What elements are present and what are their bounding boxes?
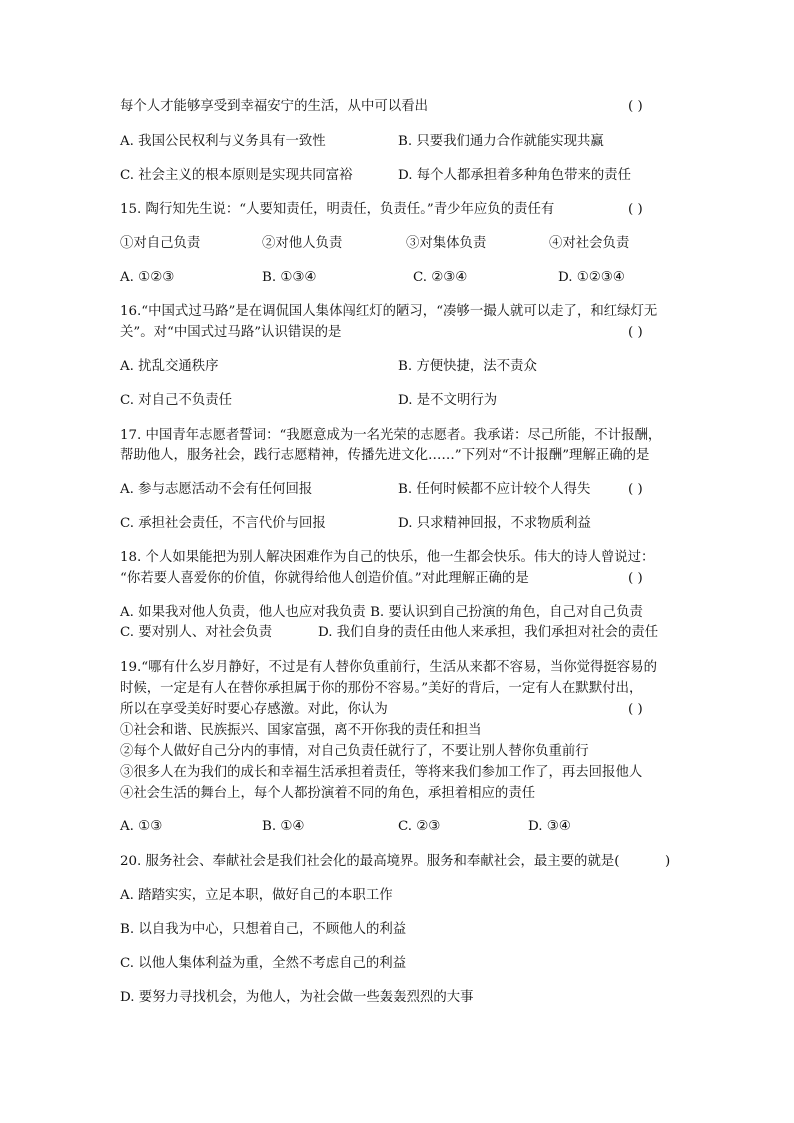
q19-statement-1: ①社会和谐、民族振兴、国家富强，离不开你我的责任和担当 <box>120 723 482 738</box>
q16-answer-blank: ( ) <box>628 325 643 340</box>
q19-option-d: D. ③④ <box>528 819 571 834</box>
q17-option-b: B. 任何时候都不应计较个人得失 <box>398 482 591 497</box>
q15-option-b: B. ①③④ <box>262 270 317 285</box>
q17-option-d: D. 只求精神回报，不求物质利益 <box>398 516 591 531</box>
q17-option-c: C. 承担社会责任，不言代价与回报 <box>120 516 326 531</box>
q15-stem: 15. 陶行知先生说：“人要知责任，明责任，负责任。”青少年应负的责任有 <box>120 202 555 217</box>
q20-option-d: D. 要努力寻找机会，为他人，为社会做一些轰轰烈烈的大事 <box>120 990 474 1005</box>
q18-option-c: C. 要对别人、对社会负责 <box>120 625 273 640</box>
q17-answer-blank: ( ) <box>628 482 643 497</box>
q17-stem-line-2: 帮助他人，服务社会，践行志愿精神，传播先进文化……”下列对“不计报酬”理解正确的是 <box>120 448 650 463</box>
q19-stem-line-3: 所以在享受美好时要心存感激。对此，你认为 <box>120 702 388 717</box>
q20-option-a: A. 踏踏实实，立足本职，做好自己的本职工作 <box>120 888 393 903</box>
q18-stem-line-2: “你若要人喜爱你的价值，你就得给他人创造价值。”对此理解正确的是 <box>120 571 529 586</box>
q16-stem-line-1: 16.“中国式过马路”是在调侃国人集体闯红灯的陋习，“凑够一撮人就可以走了，和红绿灯无 <box>120 304 658 319</box>
q19-statement-2: ②每个人做好自己分内的事情，对自己负责任就行了，不要让别人替你负重前行 <box>120 744 589 759</box>
q15-option-a: A. ①②③ <box>120 270 175 285</box>
q18-answer-blank: ( ) <box>628 571 643 586</box>
q15-statement-3: ③对集体负责 <box>406 236 487 251</box>
q19-answer-blank: ( ) <box>628 702 643 717</box>
q14-option-b: B. 只要我们通力合作就能实现共赢 <box>398 134 604 149</box>
q19-statement-3: ③很多人在为我们的成长和幸福生活承担着责任，等将来我们参加工作了，再去回报他人 <box>120 765 643 780</box>
q17-stem-line-1: 17. 中国青年志愿者誓词：“我愿意成为一名光荣的志愿者。我承诺：尽己所能，不计报酬， <box>120 428 662 443</box>
q19-option-a: A. ①③ <box>120 819 163 834</box>
q14-option-c: C. 社会主义的根本原则是实现共同富裕 <box>120 168 353 183</box>
q19-option-c: C. ②③ <box>398 819 441 834</box>
q15-statement-2: ②对他人负责 <box>262 236 343 251</box>
q20-answer-paren-close: ) <box>665 854 671 869</box>
q19-stem-line-2: 时候，一定是有人在替你承担属于你的那份不容易。”美好的背后，一定有人在默默付出， <box>120 681 643 696</box>
q17-option-a: A. 参与志愿活动不会有任何回报 <box>120 482 313 497</box>
q19-stem-line-1: 19.“哪有什么岁月静好，不过是有人替你负重前行，生活从来都不容易，当你觉得挺容易的 <box>120 660 657 675</box>
q15-statement-1: ①对自己负责 <box>120 236 201 251</box>
q18-option-d: D. 我们自身的责任由他人来承担，我们承担对社会的责任 <box>318 625 659 640</box>
q16-stem-line-2: 关”。对“中国式过马路”认识错误的是 <box>120 325 342 340</box>
q16-option-a: A. 扰乱交通秩序 <box>120 359 219 374</box>
q16-option-d: D. 是不文明行为 <box>398 393 498 408</box>
q15-option-d: D. ①②③④ <box>558 270 625 285</box>
q20-option-c: C. 以他人集体利益为重，全然不考虑自己的利益 <box>120 956 407 971</box>
q20-option-b: B. 以自我为中心，只想着自己，不顾他人的利益 <box>120 922 407 937</box>
q15-answer-blank: ( ) <box>628 202 643 217</box>
q14-answer-blank: ( ) <box>628 99 643 114</box>
q15-statement-4: ④对社会负责 <box>549 236 630 251</box>
q16-option-b: B. 方便快捷，法不责众 <box>398 359 537 374</box>
q19-statement-4: ④社会生活的舞台上，每个人都扮演着不同的角色，承担着相应的责任 <box>120 786 536 801</box>
q20-stem: 20. 服务社会、奉献社会是我们社会化的最高境界。服务和奉献社会，最主要的就是( <box>120 854 620 869</box>
q18-options-a-b: A. 如果我对他人负责，他人也应对我负责 B. 要认识到自己扮演的角色，自己对自己负责 <box>120 605 643 620</box>
q15-option-c: C. ②③④ <box>413 270 468 285</box>
q18-stem-line-1: 18. 个人如果能把为别人解决困难作为自己的快乐，他一生都会快乐。伟大的诗人曾说过： <box>120 550 655 565</box>
q19-option-b: B. ①④ <box>262 819 305 834</box>
q14-option-a: A. 我国公民权利与义务具有一致性 <box>120 134 326 149</box>
q14-stem: 每个人才能够享受到幸福安宁的生活，从中可以看出 <box>120 99 428 114</box>
q14-option-d: D. 每个人都承担着多种角色带来的责任 <box>398 168 632 183</box>
q16-option-c: C. 对自己不负责任 <box>120 393 233 408</box>
